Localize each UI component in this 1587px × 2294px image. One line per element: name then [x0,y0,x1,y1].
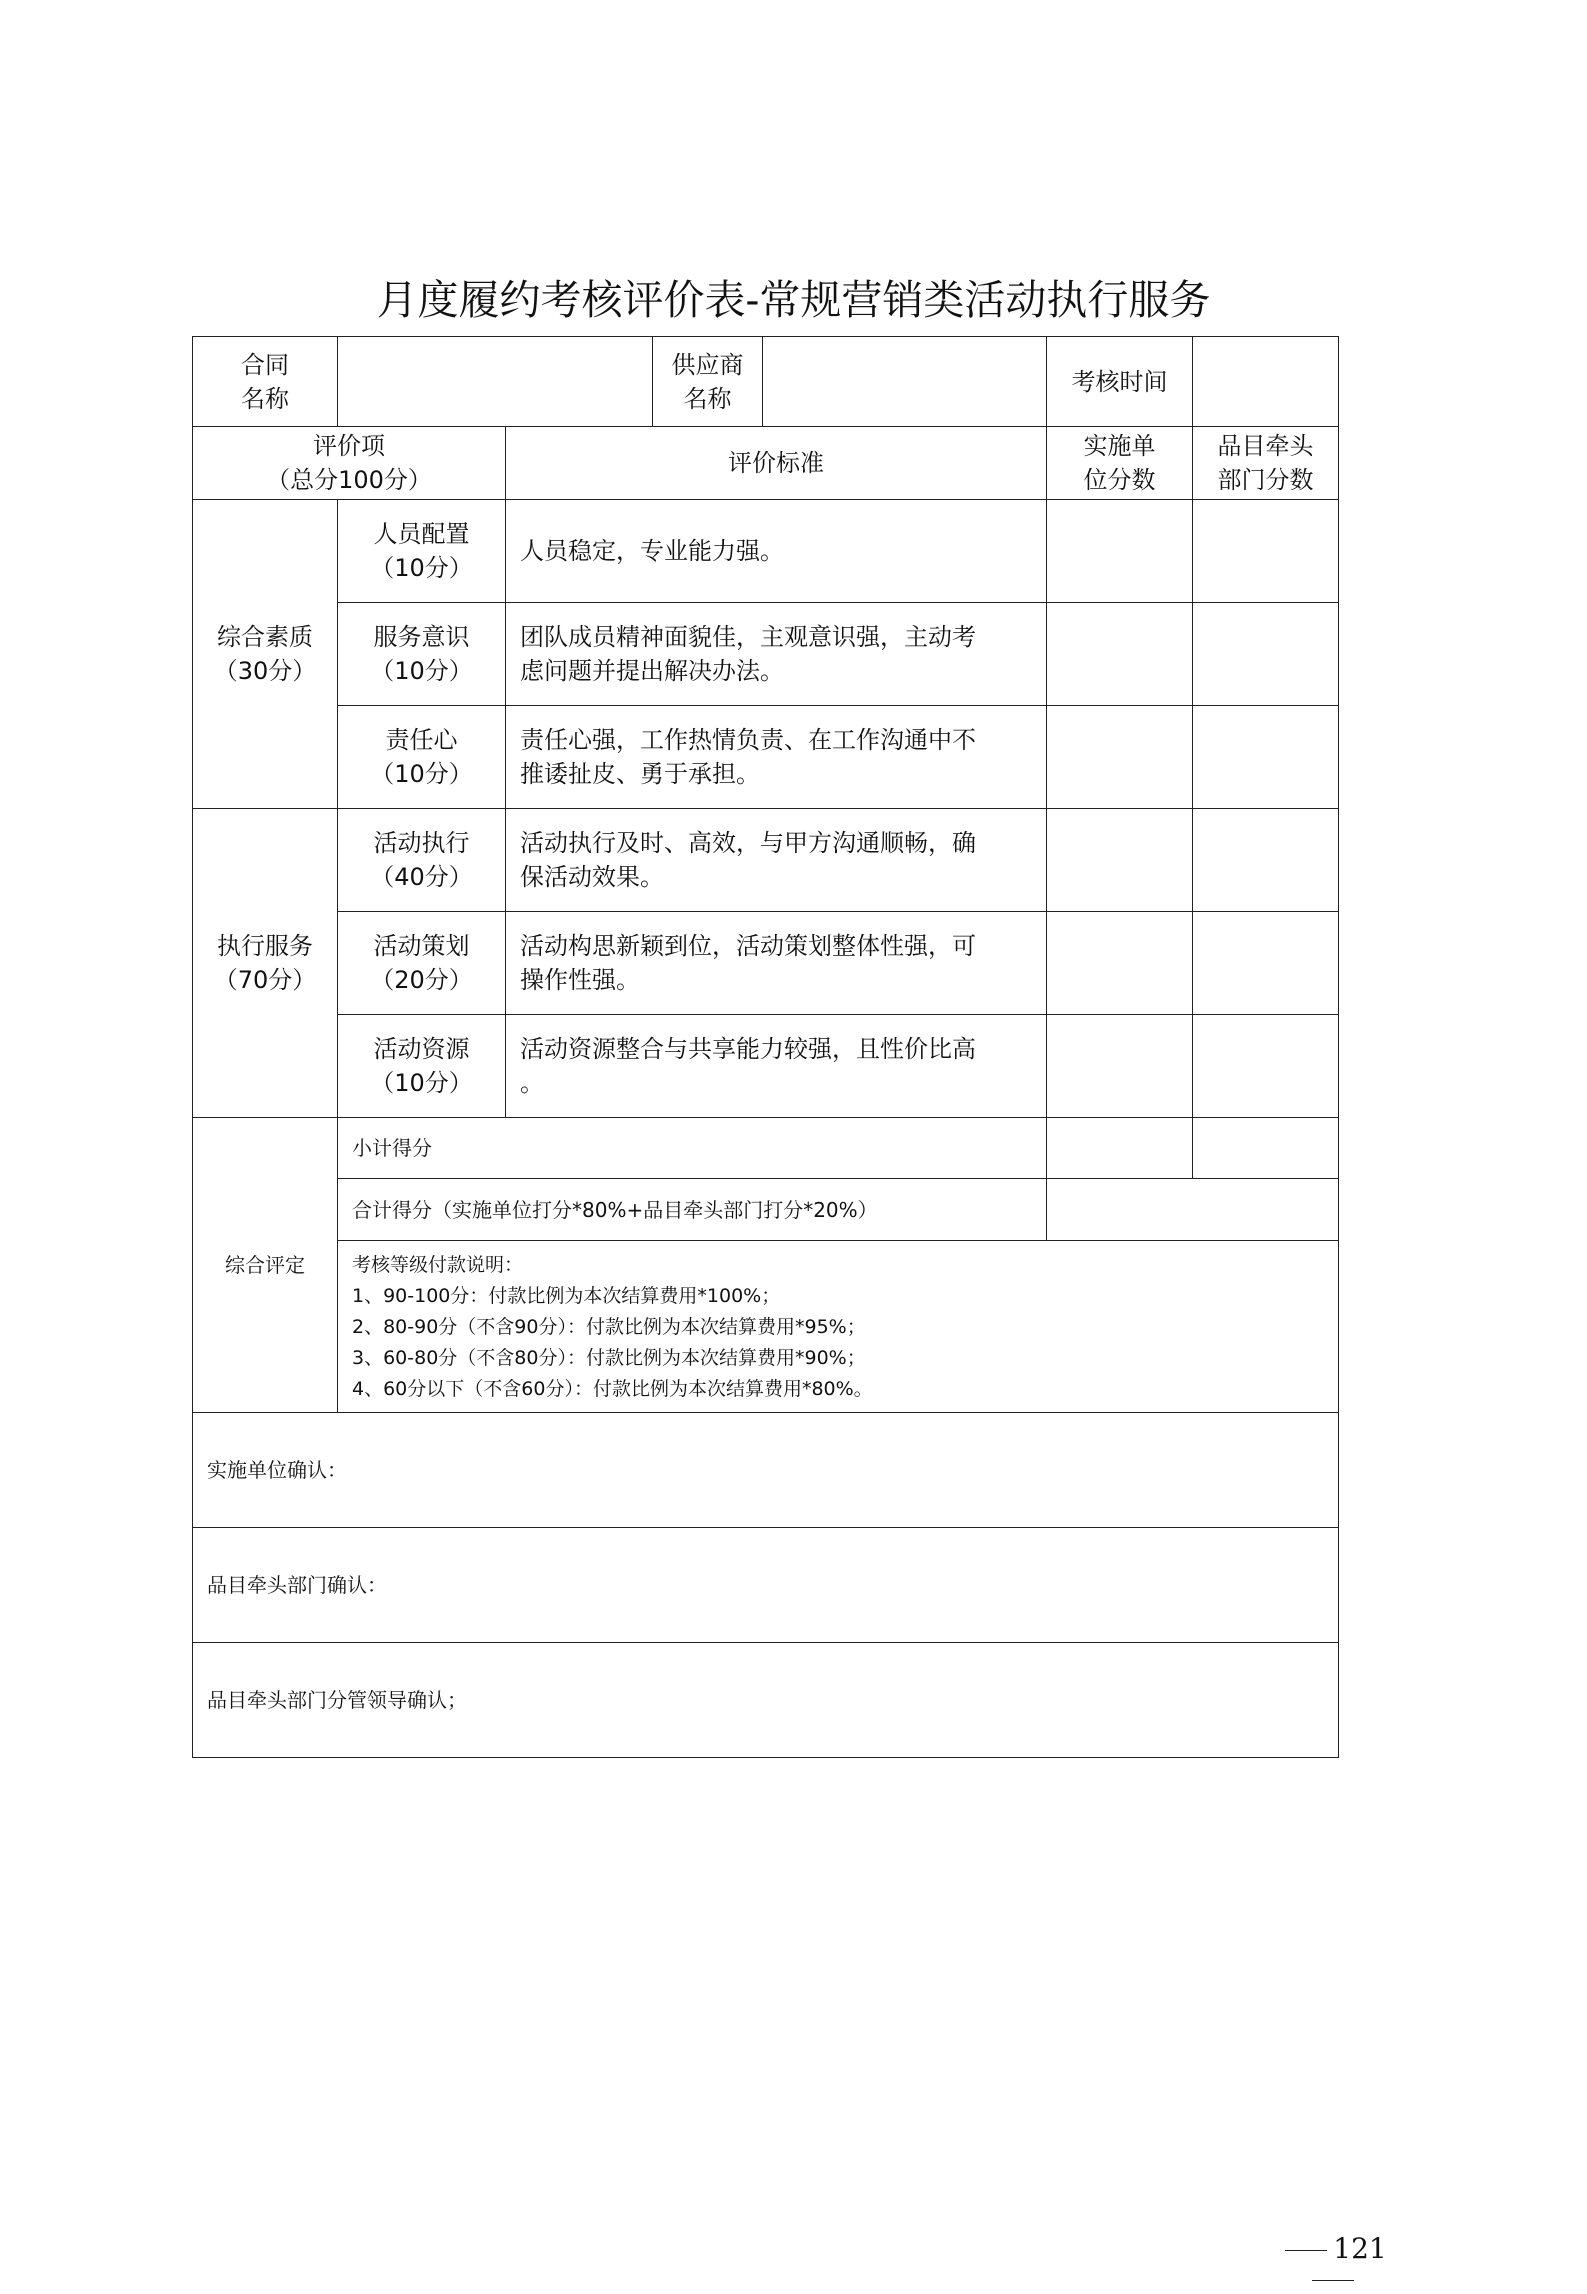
dept-score-header: 品目牵头 部门分数 [1193,427,1339,500]
item-label: 活动执行 （40分） [338,809,506,912]
unit-score-header: 实施单 位分数 [1047,427,1193,500]
total-label: 合计得分（实施单位打分*80%+品目牵头部门打分*20%） [338,1179,1047,1241]
unit-score-cell [1047,912,1193,1015]
unit-score-cell [1047,1015,1193,1118]
unit-score-cell [1047,500,1193,603]
subtotal-dept-cell [1193,1118,1339,1179]
item-label: 人员配置 （10分） [338,500,506,603]
unit-score-cell [1047,809,1193,912]
contract-name-value [338,337,653,427]
supplier-name-label: 供应商 名称 [653,337,763,427]
dept-score-cell [1193,500,1339,603]
item-label: 责任心 （10分） [338,706,506,809]
lead-dept-leader-confirmation: 品目牵头部门分管领导确认； [193,1643,1339,1758]
contract-name-label: 合同 名称 [193,337,338,427]
dept-score-cell [1193,603,1339,706]
dept-score-cell [1193,1015,1339,1118]
subtotal-label: 小计得分 [338,1118,1047,1179]
implementing-unit-confirmation: 实施单位确认： [193,1413,1339,1528]
evaluation-item-header: 评价项 （总分100分） [193,427,506,500]
item-label: 活动策划 （20分） [338,912,506,1015]
lead-dept-confirmation: 品目牵头部门确认： [193,1528,1339,1643]
item-label: 服务意识 （10分） [338,603,506,706]
dept-score-cell [1193,706,1339,809]
document-title: 月度履约考核评价表-常规营销类活动执行服务 [376,276,1211,324]
group-name: 执行服务 （70分） [193,809,338,1118]
assessment-time-value [1193,337,1339,427]
unit-score-cell [1047,706,1193,809]
item-standard: 活动构思新颖到位，活动策划整体性强，可 操作性强。 [506,912,1047,1015]
comprehensive-evaluation-label: 综合评定 [193,1118,338,1413]
subtotal-unit-cell [1047,1118,1193,1179]
payment-notes: 考核等级付款说明： 1、90-100分：付款比例为本次结算费用*100%； 2、80-90分（不含90分）：付款比例为本次结算费用*95%； 3、60-80分（不含80分）：付款比例为本次结算费用*90%； 4、60分以下（不含60分）：付款比例为本次结算费用*80%。 [338,1241,1339,1413]
assessment-time-label: 考核时间 [1047,337,1193,427]
dept-score-cell [1193,809,1339,912]
item-standard: 人员稳定，专业能力强。 [506,500,1047,603]
supplier-name-value [763,337,1047,427]
item-standard: 活动资源整合与共享能力较强，且性价比高 。 [506,1015,1047,1118]
item-standard: 团队成员精神面貌佳，主观意识强，主动考 虑问题并提出解决办法。 [506,603,1047,706]
evaluation-standard-header: 评价标准 [506,427,1047,500]
evaluation-table [192,336,1339,1758]
total-value-cell [1047,1179,1339,1241]
unit-score-cell [1047,603,1193,706]
page-number: 121 [1253,2234,1413,2264]
group-name: 综合素质 （30分） [193,500,338,809]
dept-score-cell [1193,912,1339,1015]
item-label: 活动资源 （10分） [338,1015,506,1118]
item-standard: 责任心强，工作热情负责、在工作沟通中不 推诿扯皮、勇于承担。 [506,706,1047,809]
item-standard: 活动执行及时、高效，与甲方沟通顺畅，确 保活动效果。 [506,809,1047,912]
